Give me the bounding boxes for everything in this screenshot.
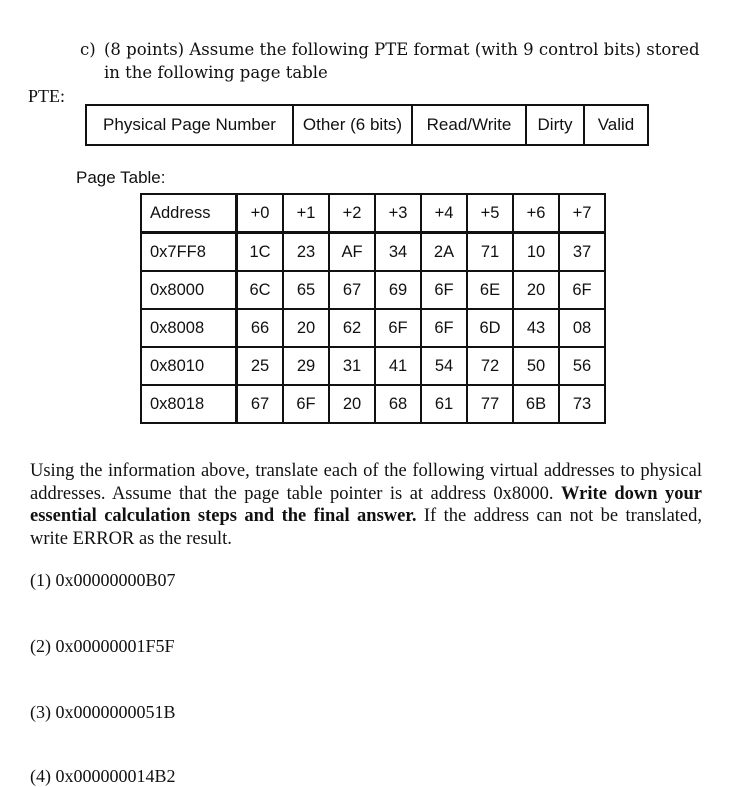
byte-cell: 50 xyxy=(513,347,559,385)
byte-cell: 1C xyxy=(237,233,284,272)
header-offset: +7 xyxy=(559,194,605,233)
instructions-text: Using the information above, translate each of the following virtual addresses to physical addresses. Assume that the page table pointer is at address 0x8000. xyxy=(30,461,702,504)
byte-cell: AF xyxy=(329,233,375,272)
pte-field-other: Other (6 bits) xyxy=(294,106,413,144)
header-offset: +5 xyxy=(467,194,513,233)
header-address: Address xyxy=(141,194,237,233)
table-row xyxy=(141,385,605,423)
page-table xyxy=(140,193,606,424)
table-row xyxy=(141,347,605,385)
byte-cell: 71 xyxy=(467,233,513,272)
byte-cell: 10 xyxy=(513,233,559,272)
table-row xyxy=(141,309,605,347)
byte-cell: 6B xyxy=(513,385,559,423)
byte-cell: 72 xyxy=(467,347,513,385)
byte-cell: 23 xyxy=(283,233,329,272)
byte-cell: 66 xyxy=(237,309,284,347)
byte-cell: 37 xyxy=(559,233,605,272)
pte-field-valid: Valid xyxy=(597,115,635,134)
pte-format xyxy=(85,104,649,146)
byte-cell: 6F xyxy=(283,385,329,423)
byte-cell: 61 xyxy=(421,385,467,423)
header-offset: +2 xyxy=(329,194,375,233)
byte-cell: 6F xyxy=(559,271,605,309)
byte-cell: 73 xyxy=(559,385,605,423)
question-line-1: (8 points) Assume the following PTE format (with 9 control bits) stored xyxy=(104,40,700,59)
byte-cell: 25 xyxy=(237,347,284,385)
byte-cell: 20 xyxy=(329,385,375,423)
byte-cell: 20 xyxy=(283,309,329,347)
pte-field-read-write: Read/Write xyxy=(413,106,527,144)
instructions-emphasis: Write down your essential calculation steps and the final answer. xyxy=(30,483,702,526)
byte-cell: 6F xyxy=(421,309,467,347)
question-line-2: in the following page table xyxy=(104,63,328,82)
byte-cell: 6C xyxy=(237,271,284,309)
pte-field-dirty: Dirty xyxy=(527,106,585,144)
byte-cell: 6E xyxy=(467,271,513,309)
row-address: 0x8010 xyxy=(141,347,237,385)
byte-cell: 56 xyxy=(559,347,605,385)
table-row xyxy=(141,233,605,272)
header-offset: +4 xyxy=(421,194,467,233)
question-heading xyxy=(80,38,710,84)
pte-label: PTE: xyxy=(28,86,66,106)
pte-field-ppn: Physical Page Number xyxy=(87,106,294,144)
header-offset: +3 xyxy=(375,194,421,233)
subquestion-3: (3) 0x0000000051B xyxy=(30,702,176,722)
table-row xyxy=(141,271,605,309)
row-address: 0x8018 xyxy=(141,385,237,423)
byte-cell: 6D xyxy=(467,309,513,347)
header-offset: +0 xyxy=(237,194,284,233)
byte-cell: 08 xyxy=(559,309,605,347)
byte-cell: 67 xyxy=(237,385,284,423)
byte-cell: 41 xyxy=(375,347,421,385)
page-table-header xyxy=(141,194,605,233)
header-offset: +6 xyxy=(513,194,559,233)
byte-cell: 43 xyxy=(513,309,559,347)
instructions-text-end: If the address can not be translated, write ERROR as the result. xyxy=(30,506,703,549)
page-table-label: Page Table: xyxy=(76,168,166,187)
row-address: 0x8000 xyxy=(141,271,237,309)
byte-cell: 77 xyxy=(467,385,513,423)
instructions-paragraph xyxy=(30,460,702,550)
byte-cell: 65 xyxy=(283,271,329,309)
byte-cell: 6F xyxy=(421,271,467,309)
byte-cell: 68 xyxy=(375,385,421,423)
byte-cell: 34 xyxy=(375,233,421,272)
row-address: 0x7FF8 xyxy=(141,233,237,272)
subquestion-2: (2) 0x00000001F5F xyxy=(30,636,175,656)
byte-cell: 54 xyxy=(421,347,467,385)
row-address: 0x8008 xyxy=(141,309,237,347)
byte-cell: 20 xyxy=(513,271,559,309)
byte-cell: 2A xyxy=(421,233,467,272)
byte-cell: 62 xyxy=(329,309,375,347)
byte-cell: 6F xyxy=(375,309,421,347)
subquestion-1: (1) 0x00000000B07 xyxy=(30,570,176,590)
byte-cell: 69 xyxy=(375,271,421,309)
header-offset: +1 xyxy=(283,194,329,233)
subquestion-4: (4) 0x000000014B2 xyxy=(30,766,176,786)
byte-cell: 67 xyxy=(329,271,375,309)
question-number: c) xyxy=(80,40,96,59)
byte-cell: 31 xyxy=(329,347,375,385)
byte-cell: 29 xyxy=(283,347,329,385)
